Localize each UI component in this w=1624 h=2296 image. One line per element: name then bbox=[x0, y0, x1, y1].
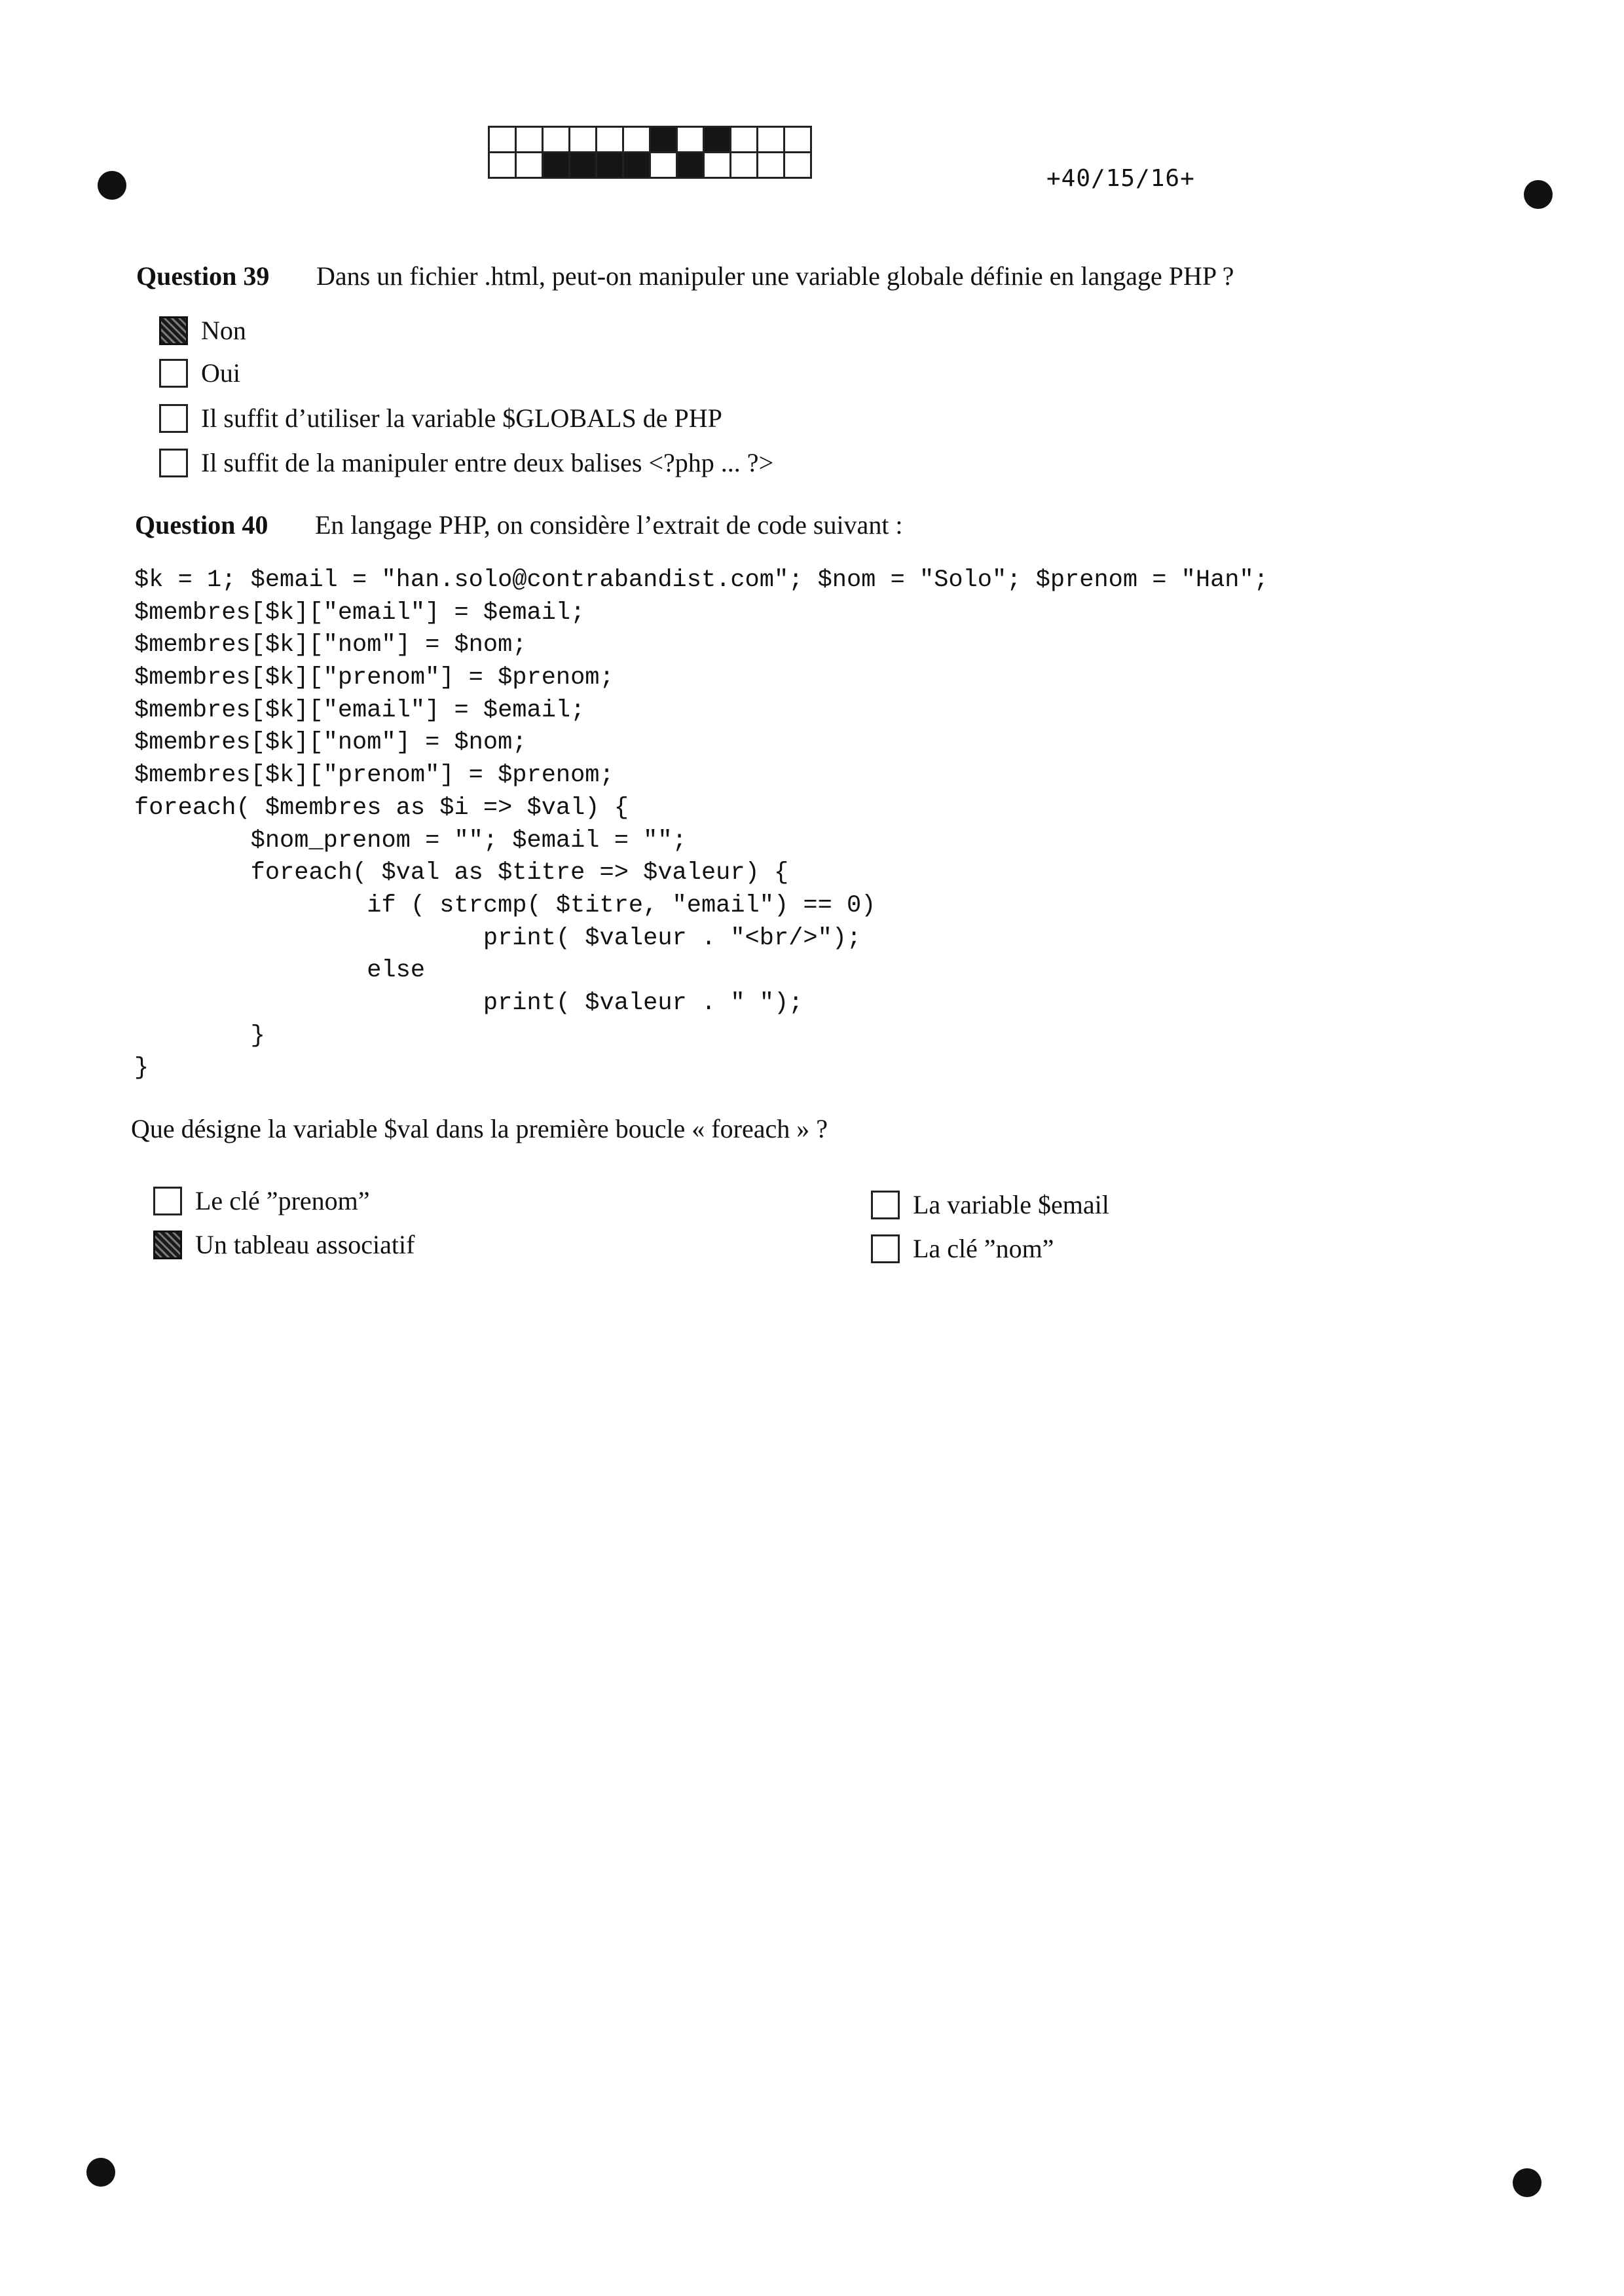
registration-mark-top-left bbox=[98, 171, 126, 200]
question-39-label: Question 39 bbox=[136, 261, 270, 291]
code-line: print( $valeur . " "); bbox=[134, 989, 803, 1017]
code-grid-cell-empty bbox=[489, 127, 516, 153]
registration-mark-bottom-left bbox=[86, 2158, 115, 2187]
code-line: $membres[$k]["email"] = $email; bbox=[134, 696, 585, 724]
q39-option-balises[interactable] bbox=[159, 447, 773, 478]
option-label: La clé ”nom” bbox=[913, 1234, 1054, 1263]
code-grid-cell-empty bbox=[731, 127, 758, 153]
code-grid-cell-empty bbox=[597, 127, 623, 153]
code-line: } bbox=[134, 1054, 149, 1083]
option-label: Un tableau associatif bbox=[195, 1230, 415, 1259]
q40-option-cle-prenom[interactable] bbox=[153, 1185, 370, 1216]
code-grid-cell-empty bbox=[650, 153, 677, 178]
q40-option-tableau-associatif[interactable] bbox=[153, 1229, 415, 1260]
registration-mark-top-right bbox=[1524, 180, 1553, 209]
q39-option-oui[interactable] bbox=[159, 358, 240, 388]
code-grid-cell-empty bbox=[677, 127, 704, 153]
code-grid-cell-filled bbox=[650, 127, 677, 153]
code-line: $membres[$k]["prenom"] = $prenom; bbox=[134, 762, 614, 790]
option-label: Oui bbox=[201, 358, 240, 388]
page-code-grid bbox=[488, 126, 812, 179]
checkbox[interactable] bbox=[159, 316, 188, 345]
checkbox[interactable] bbox=[159, 404, 188, 433]
code-line: $membres[$k]["prenom"] = $prenom; bbox=[134, 664, 614, 692]
option-label: Il suffit d’utiliser la variable $GLOBALS de PHP bbox=[201, 403, 722, 433]
question-40-text: En langage PHP, on considère l’extrait de code suivant : bbox=[315, 510, 903, 540]
code-grid-cell-empty bbox=[704, 153, 731, 178]
question-39-text: Dans un fichier .html, peut-on manipuler une variable globale définie en langage PHP ? bbox=[316, 261, 1234, 291]
code-line: } bbox=[134, 1022, 265, 1050]
code-line: print( $valeur . "<br/>"); bbox=[134, 924, 862, 952]
code-grid-cell-empty bbox=[623, 127, 650, 153]
checkbox[interactable] bbox=[153, 1231, 182, 1259]
code-grid-cell-filled bbox=[543, 153, 570, 178]
code-grid-cell-empty bbox=[489, 153, 516, 178]
code-grid-cell-empty bbox=[784, 153, 811, 178]
code-grid-row bbox=[489, 153, 811, 178]
checkbox[interactable] bbox=[153, 1187, 182, 1215]
code-grid-cell-empty bbox=[516, 127, 543, 153]
q39-option-non[interactable] bbox=[159, 315, 246, 346]
registration-mark-bottom-right bbox=[1513, 2168, 1541, 2197]
code-grid-cell-filled bbox=[704, 127, 731, 153]
code-line: else bbox=[134, 957, 426, 985]
code-grid-cell-filled bbox=[623, 153, 650, 178]
checkbox[interactable] bbox=[159, 449, 188, 477]
checkbox[interactable] bbox=[871, 1191, 900, 1219]
code-line: foreach( $membres as $i => $val) { bbox=[134, 794, 629, 822]
question-40-label: Question 40 bbox=[135, 510, 268, 540]
code-grid-cell-filled bbox=[570, 153, 597, 178]
code-grid-cell-filled bbox=[677, 153, 704, 178]
code-line: $membres[$k]["nom"] = $nom; bbox=[134, 631, 527, 659]
code-grid-cell-empty bbox=[758, 153, 784, 178]
question-40-prompt: Que désigne la variable $val dans la première boucle « foreach » ? bbox=[131, 1114, 828, 1143]
question-40-header bbox=[135, 509, 903, 540]
code-grid-cell-empty bbox=[758, 127, 784, 153]
code-grid-cell-empty bbox=[570, 127, 597, 153]
code-grid-cell-filled bbox=[597, 153, 623, 178]
option-label: La variable $email bbox=[913, 1190, 1109, 1219]
question-39-header bbox=[136, 261, 1234, 291]
code-grid-cell-empty bbox=[516, 153, 543, 178]
php-code-snippet bbox=[134, 565, 1268, 1085]
option-label: Il suffit de la manipuler entre deux balises <?php ... ?> bbox=[201, 448, 774, 477]
option-label: Non bbox=[201, 316, 246, 345]
q40-option-cle-nom[interactable] bbox=[871, 1233, 1054, 1264]
code-line: $nom_prenom = ""; $email = ""; bbox=[134, 826, 687, 855]
q40-option-variable-email[interactable] bbox=[871, 1189, 1109, 1220]
code-line: foreach( $val as $titre => $valeur) { bbox=[134, 859, 789, 887]
code-line: $k = 1; $email = "han.solo@contrabandist.com"; $nom = "Solo"; $prenom = "Han"; bbox=[134, 566, 1268, 594]
code-line: $membres[$k]["nom"] = $nom; bbox=[134, 729, 527, 757]
code-grid-row bbox=[489, 127, 811, 153]
checkbox[interactable] bbox=[159, 359, 188, 388]
code-grid-cell-empty bbox=[543, 127, 570, 153]
code-grid-cell-empty bbox=[784, 127, 811, 153]
page-id: +40/15/16+ bbox=[1046, 165, 1195, 192]
q39-option-globals[interactable] bbox=[159, 403, 722, 434]
code-grid-cell-empty bbox=[731, 153, 758, 178]
code-line: if ( strcmp( $titre, "email") == 0) bbox=[134, 891, 876, 919]
code-line: $membres[$k]["email"] = $email; bbox=[134, 599, 585, 627]
checkbox[interactable] bbox=[871, 1234, 900, 1263]
option-label: Le clé ”prenom” bbox=[195, 1186, 370, 1215]
